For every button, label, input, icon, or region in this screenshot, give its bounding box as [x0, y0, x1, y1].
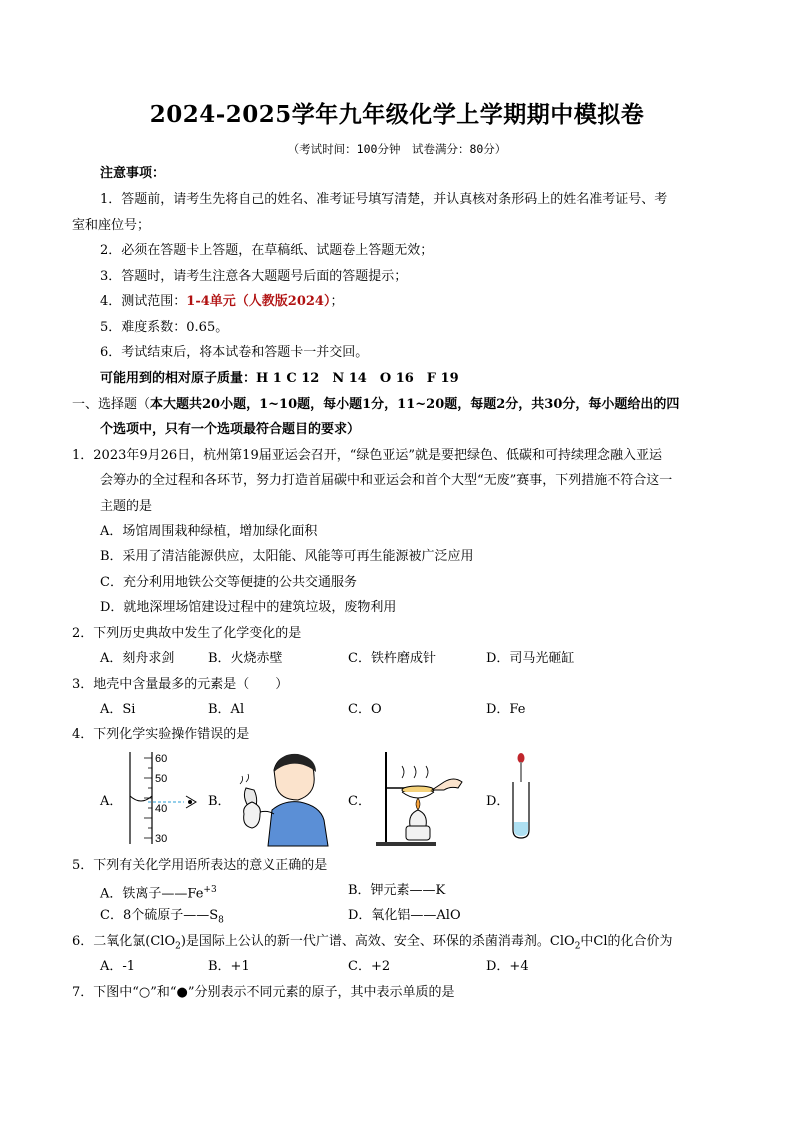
notice-item-3: 3．答题时，请考生注意各大题题号后面的答题提示；	[100, 269, 408, 284]
heating-evaporation-image	[372, 748, 464, 848]
q5-option-d: D．氧化铝——AlO	[348, 908, 461, 923]
q1-stem-line2: 会筹办的全过程和各环节，努力打造首届碳中和亚运会和首个大型“无废”赛事，下列措施不符合这一	[100, 473, 673, 488]
q5-option-b: B．钾元素——K	[348, 883, 446, 898]
q6-stem-start: 6．二氧化氯(ClO	[72, 934, 176, 949]
q1-stem-line3: 主题的是	[100, 499, 153, 514]
q2-option-c: C．铁杵磨成针	[348, 651, 436, 666]
q5-option-a-superscript: +3	[203, 885, 217, 895]
q3-option-a: A．Si	[100, 702, 136, 717]
section-1-label: 一、选择题（	[72, 397, 151, 412]
q4-option-b: B．	[208, 794, 231, 809]
q2-option-b: B．火烧赤壁	[208, 651, 283, 666]
tick-label-40: 40	[155, 803, 168, 815]
notice-item-4-label: 4．测试范围：	[100, 294, 187, 309]
q1-option-d: D．就地深埋场馆建设过程中的建筑垃圾，废物利用	[100, 600, 397, 615]
q3-stem: 3．地壳中含量最多的元素是（ ）	[72, 677, 289, 692]
q6-option-d: D．+4	[486, 959, 529, 974]
notice-item-4	[100, 292, 343, 311]
notice-heading: 注意事项：	[100, 166, 166, 181]
q6-subscript-1: 2	[175, 941, 181, 952]
q5-option-a-text: A．铁离子——Fe	[100, 886, 204, 902]
q6-stem-end: 中Cl的化合价为	[580, 934, 673, 949]
tick-label-50: 50	[155, 773, 168, 785]
q4-option-c: C．	[348, 794, 371, 809]
notice-item-1-cont: 室和座位号；	[72, 218, 151, 233]
q7-stem: 7．下图中“○”和“●”分别表示不同元素的原子，其中表示单质的是	[72, 985, 455, 1000]
graduated-cylinder-image	[118, 748, 210, 848]
q2-stem: 2．下列历史典故中发生了化学变化的是	[72, 626, 302, 641]
notice-item-2: 2．必须在答题卡上答题，在草稿纸、试题卷上答题无效；	[100, 243, 434, 258]
q6-stem-middle: )是国际上公认的新一代广谱、高效、安全、环保的杀菌消毒剂。ClO	[180, 934, 575, 949]
q1-stem-line1: 1．2023年9月26日，杭州第19届亚运会召开，“绿色亚运”就是要把绿色、低碳和可持续理念融入亚运	[72, 448, 663, 463]
tick-label-60: 60	[155, 753, 168, 765]
q1-option-a: A．场馆周围栽种绿植，增加绿化面积	[100, 524, 318, 539]
q5-option-c-subscript: 8	[218, 915, 224, 926]
q1-option-b: B．采用了清洁能源供应，太阳能、风能等可再生能源被广泛应用	[100, 549, 474, 564]
q6-option-a: A．-1	[100, 959, 136, 974]
tick-label-30: 30	[155, 833, 168, 845]
q3-option-c: C．O	[348, 702, 382, 717]
q5-option-c	[100, 906, 224, 931]
q4-option-d: D．	[486, 794, 510, 809]
section-1-header	[72, 395, 679, 414]
q1-option-c: C．充分利用地铁公交等便捷的公共交通服务	[100, 575, 357, 590]
q4-option-a: A．	[100, 794, 123, 809]
q6-option-c: C．+2	[348, 959, 391, 974]
atomic-mass-line: 可能用到的相对原子质量：H 1 C 12 N 14 O 16 F 19	[100, 371, 459, 386]
notice-item-5: 5．难度系数：0.65。	[100, 320, 229, 335]
q4-stem: 4．下列化学实验操作错误的是	[72, 727, 250, 742]
q3-option-d: D．Fe	[486, 702, 526, 717]
page-title: 2024-2025学年九年级化学上学期期中模拟卷	[149, 101, 645, 128]
notice-item-6: 6．考试结束后，将本试卷和答题卡一并交回。	[100, 345, 369, 360]
q6-option-b: B．+1	[208, 959, 250, 974]
q6-subscript-2: 2	[574, 941, 581, 952]
q2-option-d: D．司马光砸缸	[486, 651, 575, 666]
smelling-gas-image	[234, 750, 334, 848]
notice-item-1: 1．答题前，请考生先将自己的姓名、准考证号填写清楚，并认真核对条形码上的姓名准考证号、考	[100, 192, 668, 207]
section-1-rules: 本大题共20小题，1~10题，每小题1分，11~20题，每题2分，共30分，每小题给出的四	[150, 397, 680, 412]
q3-option-b: B．Al	[208, 702, 245, 717]
q2-option-a: A．刻舟求剑	[100, 651, 175, 666]
q5-option-c-text: C．8个硫原子——S	[100, 908, 219, 923]
section-1-header-cont: 个选项中，只有一个选项最符合题目的要求）	[100, 422, 361, 437]
q6-stem	[72, 932, 673, 957]
exam-info: （考试时间：100分钟 试卷满分：80分）	[287, 142, 507, 156]
notice-item-4-end: ；	[330, 294, 344, 309]
q5-option-a	[100, 881, 217, 903]
test-range: 1-4单元（人教版2024）	[186, 294, 331, 309]
dropper-test-tube-image	[508, 752, 538, 842]
q5-stem: 5．下列有关化学用语所表达的意义正确的是	[72, 858, 328, 873]
